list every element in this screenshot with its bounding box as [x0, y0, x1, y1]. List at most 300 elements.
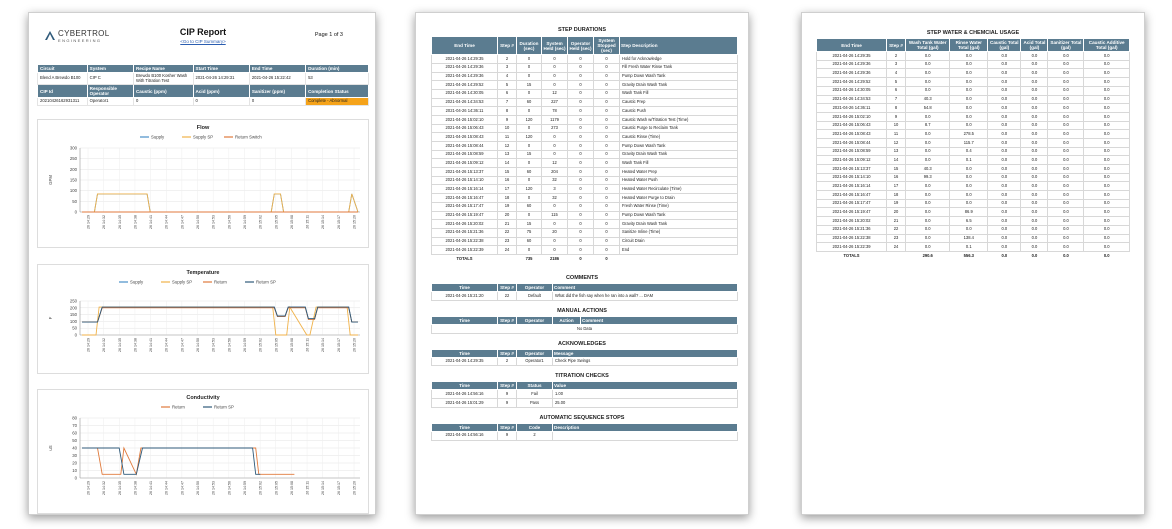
cell-wash-tank: 0.0 — [906, 234, 950, 243]
step-durations-table — [431, 36, 738, 263]
cell-caustic: 0.0 — [988, 208, 1021, 217]
cell-rinse-water: 278.5 — [950, 130, 988, 139]
table-row — [432, 115, 738, 124]
cell-duration: 15 — [517, 81, 542, 90]
cell-system-stopped: 0 — [594, 228, 620, 237]
cell-duration: 0 — [517, 176, 542, 185]
conductivity-chart — [37, 389, 369, 514]
col-comment: Comment — [553, 284, 738, 292]
cell-wash-tank: 0.0 — [906, 199, 950, 208]
cell-description: Pump Down Wash Tank — [620, 211, 738, 220]
cell-step: 16 — [887, 173, 906, 182]
totals-row — [817, 251, 1130, 260]
y-tick-label: 30 — [72, 453, 77, 458]
manual-actions-header — [432, 316, 738, 324]
cell-description: Gravity Drain Wash Tank — [620, 81, 738, 90]
cell-sanitizer: 0.0 — [1048, 225, 1084, 234]
cell-operator-held: 0 — [568, 81, 594, 90]
col-time: Time — [432, 349, 498, 357]
cell-acid: 0.0 — [1021, 112, 1048, 121]
cell-step: 13 — [887, 147, 906, 156]
cell-sanitizer: 0.0 — [1048, 104, 1084, 113]
x-tick-label: 26 14:47 — [180, 215, 185, 229]
report-title: CIP Report — [179, 27, 227, 37]
cell-step: 22 — [498, 228, 517, 237]
auto-stop-step: 9 — [498, 431, 517, 440]
cell-end-time: 2021-04-26 15:08:44 — [432, 142, 498, 151]
col-message: Message — [553, 349, 738, 357]
cell-caustic: 0.0 — [1001, 252, 1008, 258]
cell-caustic-additive: 0.0 — [1084, 104, 1130, 113]
x-tick-label: 26 14:29 — [86, 338, 91, 352]
col-duration: Duration (min) — [306, 65, 369, 73]
cell-description: End — [620, 246, 738, 255]
cell-system-held: 1179 — [542, 115, 568, 124]
auto-stop-description — [553, 431, 738, 440]
table-row — [432, 194, 738, 203]
cell-caustic-additive: 0.0 — [1084, 95, 1130, 104]
cell-system-stopped: 0 — [594, 98, 620, 107]
col-time: Time — [432, 316, 498, 324]
legend-label: Supply SP — [172, 279, 193, 285]
cell-step: 16 — [498, 176, 517, 185]
col-caustic: Caustic (ppm) — [133, 85, 193, 98]
cell-system-held: 0 — [542, 220, 568, 229]
cell-duration: 0 — [517, 72, 542, 81]
cell-duration: 0 — [517, 194, 542, 203]
cell-step: 19 — [887, 199, 906, 208]
cell-rinse-water: 0.0 — [950, 173, 988, 182]
y-tick-label: 80 — [72, 415, 77, 421]
col-time: Time — [432, 284, 498, 292]
cell-acid: 0.0 — [1021, 104, 1048, 113]
cell-operator-held: 0 — [568, 89, 594, 98]
table-row — [432, 185, 738, 194]
cell-step: 9 — [498, 115, 517, 124]
table-row — [817, 52, 1130, 61]
cell-rinse-water: 0.0 — [950, 199, 988, 208]
cell-acid: 0.0 — [1021, 208, 1048, 217]
step-durations-header — [432, 37, 738, 55]
y-tick-label: 0 — [74, 332, 77, 338]
x-tick-label: 26 14:32 — [102, 338, 107, 352]
cell-step: 21 — [498, 220, 517, 229]
table-row — [817, 95, 1130, 104]
cell-system-stopped: 0 — [594, 211, 620, 220]
table-row — [817, 147, 1130, 156]
x-tick-label: 26 15:02 — [258, 215, 263, 229]
cell-caustic-additive: 0.0 — [1084, 182, 1130, 191]
cell-end-time: 2021-04-26 15:16:14 — [432, 185, 498, 194]
cell-step — [498, 254, 517, 263]
comments-title: COMMENTS — [565, 275, 599, 282]
cell-wash-tank: 0.0 — [906, 156, 950, 165]
cell-sanitizer: 0.0 — [1048, 199, 1084, 208]
cell-step: 5 — [887, 78, 906, 87]
end-time-value: 2021-04-26 15:22:42 — [249, 73, 305, 85]
y-tick-label: 50 — [72, 198, 77, 204]
y-axis-label: GPM — [48, 175, 53, 185]
ack-message: Check Pipe Swings — [553, 357, 738, 366]
cell-end-time: 2021-04-26 14:29:35 — [817, 52, 887, 61]
cell-caustic: 0.0 — [988, 165, 1021, 174]
cell-system-held: 3 — [542, 185, 568, 194]
cell-caustic: 0.0 — [988, 243, 1021, 252]
cell-operator-held: 0 — [568, 115, 594, 124]
usage-header — [817, 39, 1130, 52]
comments-table — [431, 283, 738, 301]
col-end-time: End Time — [817, 39, 887, 52]
cell-wash-tank: 0.0 — [906, 138, 950, 147]
cell-step: 11 — [498, 133, 517, 142]
cell-wash-tank: 0.0 — [906, 60, 950, 69]
cip-header-table — [37, 64, 369, 106]
cell-caustic: 0.0 — [988, 52, 1021, 61]
manual-actions-table — [431, 316, 738, 334]
x-tick-label: 26 14:44 — [164, 338, 169, 352]
table-row — [432, 107, 738, 116]
titration-status: Pass — [517, 399, 553, 408]
cell-step: 18 — [887, 191, 906, 200]
flow-chart-svg — [38, 120, 368, 247]
header-row-1-labels — [38, 65, 369, 73]
cell-step — [887, 251, 906, 260]
cell-acid: 0.0 — [1021, 130, 1048, 139]
x-tick-label: 26 14:50 — [196, 481, 201, 495]
cell-sanitizer: 0.0 — [1048, 95, 1084, 104]
cell-step: 6 — [887, 86, 906, 95]
cell-description: Hold for Acknowledge — [620, 55, 738, 64]
x-tick-label: 26 14:53 — [211, 481, 216, 495]
cell-step: 22 — [887, 225, 906, 234]
logo-line1: CYBERTROL — [58, 29, 110, 38]
y-tick-label: 300 — [69, 145, 77, 151]
cell-end-time: 2021-04-26 15:08:44 — [817, 138, 887, 147]
cell-step: 11 — [887, 130, 906, 139]
cip-id-value: 20210426162931311 — [38, 98, 88, 106]
acid-value: 0 — [193, 98, 249, 106]
cell-end-time: 2021-04-26 14:34:53 — [817, 95, 887, 104]
table-row — [817, 156, 1130, 165]
cell-end-time: TOTALS — [843, 252, 860, 258]
x-tick-label: 26 14:59 — [242, 481, 247, 495]
cell-sanitizer: 0.0 — [1048, 182, 1084, 191]
col-value: Value — [553, 382, 738, 390]
cell-end-time: 2021-04-26 15:02:10 — [817, 112, 887, 121]
col-step-description: Step Description — [620, 37, 738, 55]
cell-duration: 0 — [517, 211, 542, 220]
acknowledges-header — [432, 349, 738, 357]
table-row — [817, 112, 1130, 121]
cell-step: 7 — [887, 95, 906, 104]
cell-caustic: 0.0 — [988, 234, 1021, 243]
cell-end-time: 2021-04-26 15:08:59 — [432, 150, 498, 159]
cell-description: Heated Water Purge to Drain — [620, 194, 738, 203]
ack-step: 2 — [498, 357, 517, 366]
legend-label: Return SP — [256, 279, 276, 285]
table-row — [432, 142, 738, 151]
cell-system-held: 2186 — [549, 255, 560, 261]
cell-end-time: 2021-04-26 14:30:05 — [432, 89, 498, 98]
cell-system-held: 0 — [542, 246, 568, 255]
col-step: Step # — [498, 423, 517, 431]
cell-rinse-water: 0.0 — [950, 86, 988, 95]
cell-acid: 0.0 — [1021, 69, 1048, 78]
cell-caustic: 0.0 — [988, 156, 1021, 165]
col-step: Step # — [498, 382, 517, 390]
table-row — [432, 431, 738, 440]
cell-system-stopped: 0 — [594, 81, 620, 90]
ack-operator: Operator1 — [517, 357, 553, 366]
y-tick-label: 100 — [69, 318, 77, 324]
x-tick-label: 26 15:17 — [336, 338, 341, 352]
cell-caustic-additive: 0.0 — [1103, 252, 1110, 258]
cell-duration: 60 — [517, 98, 542, 107]
cell-operator-held: 0 — [568, 107, 594, 116]
cell-duration: 120 — [517, 133, 542, 142]
comment-text: What did the fish say when he ran into a wall? ... DAM — [553, 292, 738, 301]
table-row — [432, 357, 738, 366]
cell-wash-tank: 54.8 — [906, 104, 950, 113]
x-tick-label: 26 15:11 — [305, 215, 310, 229]
cell-description: Caustic Prep — [620, 98, 738, 107]
x-tick-label: 26 15:20 — [352, 338, 357, 352]
table-row — [432, 202, 738, 211]
comment-step: 22 — [498, 292, 517, 301]
cell-end-time: 2021-04-26 15:08:43 — [817, 130, 887, 139]
cell-end-time: 2021-04-26 15:14:10 — [432, 176, 498, 185]
auto-stop-code: 2 — [517, 431, 553, 440]
cell-sanitizer: 0.0 — [1048, 138, 1084, 147]
x-tick-label: 26 14:59 — [242, 215, 247, 229]
cell-system-held: 0 — [542, 133, 568, 142]
cell-step: 4 — [887, 69, 906, 78]
chart-title: Flow — [196, 125, 210, 131]
cell-sanitizer: 0.0 — [1048, 243, 1084, 252]
titration-time: 2021-04-26 14:56:16 — [432, 390, 498, 399]
col-step: Step # — [498, 349, 517, 357]
table-row — [432, 324, 738, 333]
y-tick-label: 60 — [72, 430, 77, 436]
usage-title: STEP WATER & CHEMCIAL USAGE — [926, 30, 1020, 36]
cell-system-stopped: 0 — [594, 89, 620, 98]
cell-end-time: 2021-04-26 15:22:38 — [432, 237, 498, 246]
cell-system-stopped: 0 — [594, 246, 620, 255]
cell-sanitizer: 0.0 — [1048, 121, 1084, 130]
cell-caustic-additive: 0.0 — [1084, 69, 1130, 78]
cell-system-stopped: 0 — [594, 185, 620, 194]
cell-sanitizer: 0.0 — [1048, 191, 1084, 200]
x-tick-label: 26 14:53 — [211, 215, 216, 229]
header-row-2-values — [38, 98, 369, 106]
col-start-time: Start Time — [193, 65, 249, 73]
cell-sanitizer: 0.0 — [1048, 60, 1084, 69]
cell-rinse-water: 0.0 — [950, 52, 988, 61]
operator-value: Operator1 — [87, 98, 133, 106]
cell-acid: 0.0 — [1021, 243, 1048, 252]
comment-time: 2021-04-26 15:21:20 — [432, 292, 498, 301]
cell-operator-held: 0 — [568, 228, 594, 237]
cell-rinse-water: 0.4 — [950, 147, 988, 156]
cell-step: 9 — [887, 112, 906, 121]
cell-duration: 60 — [517, 237, 542, 246]
manual-actions-title: MANUAL ACTIONS — [557, 307, 607, 314]
x-tick-label: 26 14:41 — [149, 338, 154, 352]
cell-wash-tank: 40.3 — [906, 95, 950, 104]
table-row — [432, 81, 738, 90]
cell-sanitizer: 0.0 — [1048, 52, 1084, 61]
auto-stops-header — [432, 423, 738, 431]
table-row — [432, 211, 738, 220]
flow-chart — [37, 119, 369, 248]
cell-end-time: 2021-04-26 14:36:11 — [817, 104, 887, 113]
table-row — [817, 78, 1130, 87]
x-tick-label: 26 14:47 — [180, 481, 185, 495]
cell-rinse-water: 0.0 — [950, 78, 988, 87]
cell-operator-held: 0 — [568, 124, 594, 133]
y-tick-label: 250 — [69, 156, 77, 162]
cell-caustic-additive: 0.0 — [1084, 208, 1130, 217]
y-tick-label: 70 — [72, 423, 77, 428]
cell-wash-tank: 0.0 — [906, 243, 950, 252]
cell-caustic: 0.0 — [988, 60, 1021, 69]
x-tick-label: 26 15:05 — [274, 338, 279, 352]
cell-step: 2 — [887, 52, 906, 61]
cell-step: 5 — [498, 81, 517, 90]
cell-rinse-water: 138.4 — [950, 234, 988, 243]
cell-duration: 0 — [517, 89, 542, 98]
cell-operator-held: 0 — [568, 98, 594, 107]
cell-system-held: 0 — [542, 81, 568, 90]
cell-description: Fill Fresh Water Rinse Tank — [620, 63, 738, 72]
cell-caustic-additive: 0.0 — [1084, 52, 1130, 61]
cell-end-time: 2021-04-26 14:29:36 — [817, 60, 887, 69]
col-status: Status — [517, 382, 553, 390]
cell-end-time: 2021-04-26 14:34:53 — [432, 98, 498, 107]
cell-acid: 0.0 — [1021, 156, 1048, 165]
cell-acid: 0.0 — [1031, 252, 1038, 258]
col-step: Step # — [498, 37, 517, 55]
x-tick-label: 26 14:44 — [164, 481, 169, 495]
series-line-supply-sp — [82, 194, 358, 212]
cell-end-time: 2021-04-26 15:16:47 — [817, 191, 887, 200]
cell-rinse-water: 0.0 — [950, 104, 988, 113]
cell-acid: 0.0 — [1021, 147, 1048, 156]
cell-end-time: 2021-04-26 15:17:47 — [817, 199, 887, 208]
col-sanitizer: Sanitizer (ppm) — [249, 85, 305, 98]
chart-title: Conductivity — [186, 395, 220, 401]
x-tick-label: 26 15:08 — [289, 481, 294, 495]
col-duration: Duration (sec) — [517, 37, 542, 55]
cell-end-time: 2021-04-26 15:22:38 — [817, 234, 887, 243]
col-operator: Operator — [517, 316, 553, 324]
cell-system-held: 0 — [542, 63, 568, 72]
cell-sanitizer: 0.0 — [1048, 208, 1084, 217]
cell-wash-tank: 99.3 — [906, 173, 950, 182]
x-tick-label: 26 14:56 — [227, 481, 232, 495]
cell-end-time: 2021-04-26 15:09:12 — [817, 156, 887, 165]
cell-system-held: 20 — [542, 228, 568, 237]
col-step: Step # — [498, 316, 517, 324]
cell-step: 14 — [887, 156, 906, 165]
cell-operator-held: 0 — [568, 237, 594, 246]
cell-system-stopped: 0 — [594, 72, 620, 81]
cell-step: 12 — [498, 142, 517, 151]
y-tick-label: 20 — [72, 460, 77, 466]
legend-label: Supply — [130, 279, 144, 285]
x-tick-label: 26 14:35 — [117, 481, 122, 495]
cell-end-time: 2021-04-26 15:06:43 — [432, 124, 498, 133]
cell-operator-held: 0 — [568, 72, 594, 81]
cell-caustic-additive: 0.0 — [1084, 138, 1130, 147]
cell-duration: 15 — [517, 220, 542, 229]
cell-description: Pump Down Wash Tank — [620, 142, 738, 151]
cell-wash-tank: 0.0 — [906, 191, 950, 200]
cell-system-stopped: 0 — [605, 255, 608, 261]
cell-sanitizer: 0.0 — [1048, 147, 1084, 156]
col-sanitizer-total: Sanitizer Total (gal) — [1048, 39, 1084, 52]
x-tick-label: 26 15:11 — [305, 481, 310, 495]
cell-step: 7 — [498, 98, 517, 107]
table-row — [817, 182, 1130, 191]
cell-step: 4 — [498, 72, 517, 81]
cell-description: Heated Water Push — [620, 176, 738, 185]
cell-wash-tank: 0.0 — [906, 78, 950, 87]
table-row — [432, 72, 738, 81]
cell-acid: 0.0 — [1021, 165, 1048, 174]
cell-end-time: 2021-04-26 15:06:43 — [817, 121, 887, 130]
cell-acid: 0.0 — [1021, 217, 1048, 226]
table-row — [817, 86, 1130, 95]
cell-end-time: 2021-04-26 15:08:59 — [817, 147, 887, 156]
col-system-held: System Held (sec) — [542, 37, 568, 55]
cell-sanitizer: 0.0 — [1048, 78, 1084, 87]
cip-summary-link[interactable]: <Go to CIP Summary> — [180, 39, 226, 44]
x-tick-label: 26 14:44 — [164, 215, 169, 229]
x-tick-label: 26 14:41 — [149, 481, 154, 495]
x-tick-label: 26 14:38 — [133, 215, 138, 229]
col-acid-total: Acid Total (gal) — [1021, 39, 1048, 52]
duration-value: 53 — [306, 73, 369, 85]
cell-description: Sanitize Inline (Time) — [620, 228, 738, 237]
cell-end-time: 2021-04-26 15:20:02 — [432, 220, 498, 229]
cell-duration: 0 — [517, 246, 542, 255]
cell-duration: 60 — [517, 168, 542, 177]
cell-step: 15 — [498, 168, 517, 177]
cell-wash-tank: 40.3 — [906, 165, 950, 174]
x-tick-label: 26 14:59 — [242, 338, 247, 352]
logo-line2: ENGINEERING — [58, 38, 102, 43]
cell-duration: 120 — [517, 185, 542, 194]
cell-caustic-additive: 0.0 — [1084, 217, 1130, 226]
cell-system-stopped: 0 — [594, 133, 620, 142]
table-row — [817, 208, 1130, 217]
y-tick-label: 10 — [72, 468, 77, 473]
x-tick-label: 26 14:56 — [227, 338, 232, 352]
chart-title: Temperature — [186, 270, 220, 276]
cell-rinse-water: 0.0 — [950, 182, 988, 191]
x-tick-label: 26 14:53 — [211, 338, 216, 352]
cell-system-stopped: 0 — [594, 202, 620, 211]
table-row — [432, 292, 738, 301]
cell-system-held: 0 — [542, 72, 568, 81]
recipe-value: Brewdo B100 Kosher Wash With Titration Test — [133, 73, 193, 85]
cell-system-held: 12 — [542, 159, 568, 168]
table-row — [432, 237, 738, 246]
cell-rinse-water: 0.0 — [950, 95, 988, 104]
cell-rinse-water: 0.0 — [950, 69, 988, 78]
titration-status: Fail — [517, 390, 553, 399]
